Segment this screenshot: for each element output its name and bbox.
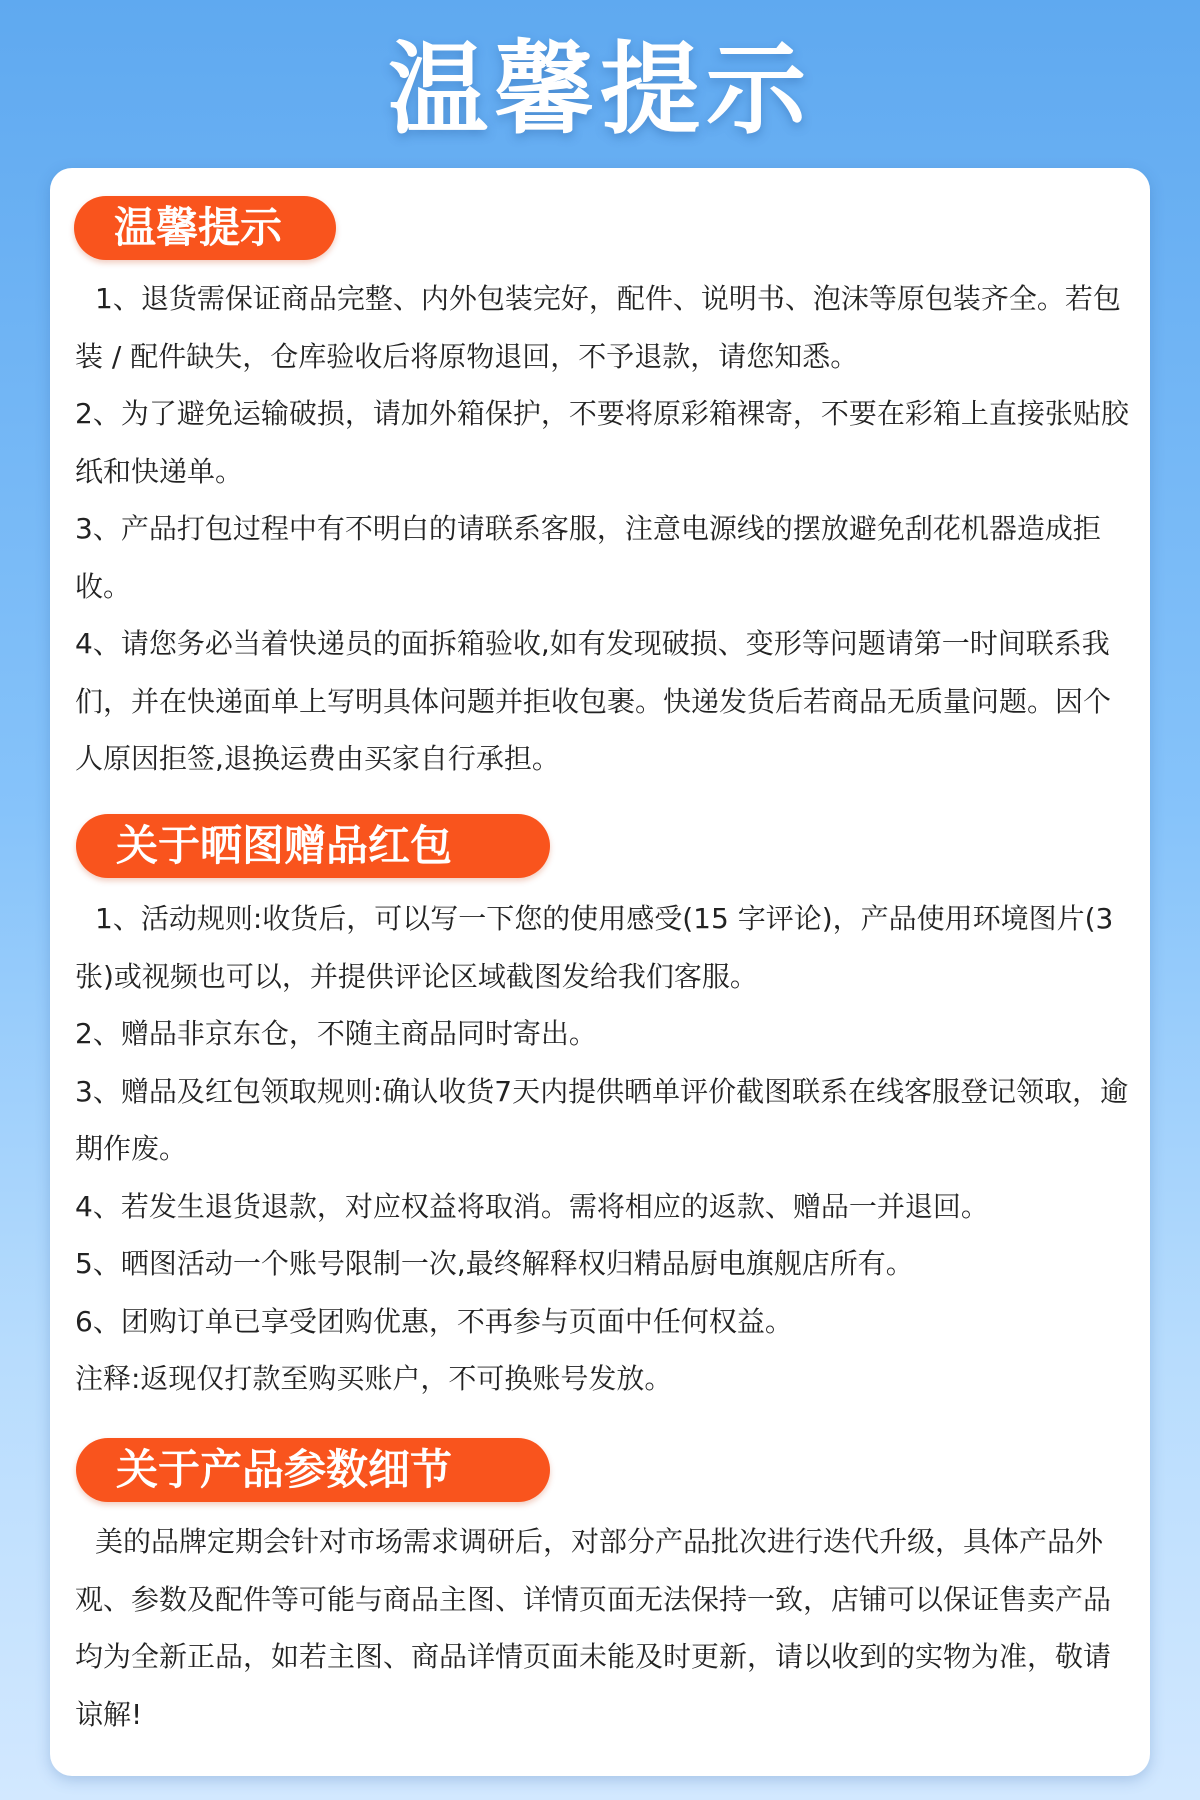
- section-body-gift: [75, 890, 1135, 1408]
- paragraph: 1、退货需保证商品完整、内外包装完好，配件、说明书、泡沫等原包装齐全。若包装 / 配件缺失，仓库验收后将原物退回，不予退款，请您知悉。: [75, 282, 1121, 373]
- paragraph: 4、若发生退货退款，对应权益将取消。需将相应的返款、赠品一并退回。: [75, 1189, 989, 1223]
- paragraph: 2、赠品非京东仓，不随主商品同时寄出。: [75, 1017, 597, 1050]
- section-body-params: [75, 1513, 1135, 1743]
- section-heading-label: 温馨提示: [114, 203, 283, 252]
- section-heading-params: [76, 1438, 550, 1502]
- section-heading-gift: [76, 814, 550, 878]
- paragraph: 6、团购订单已享受团购优惠，不再参与页面中任何权益。: [75, 1304, 793, 1338]
- paragraph: 美的品牌定期会针对市场需求调研后，对部分产品批次进行迭代升级，具体产品外观、参数及配件等可能与商品主图、详情页面无法保持一致，店铺可以保证售卖产品均为全新正品，如若主图、商品详情页面未能及时更新，请以收到的实物为准，敬请谅解!: [75, 1525, 1112, 1731]
- paragraph: 注释:返现仅打款至购买账户，不可换账号发放。: [75, 1362, 673, 1395]
- paragraph: 3、产品打包过程中有不明白的请联系客服，注意电源线的摆放避免刮花机器造成拒收。: [75, 512, 1101, 603]
- paragraph: 5、晒图活动一个账号限制一次,最终解释权归精品厨电旗舰店所有。: [75, 1247, 914, 1280]
- paragraph: 4、请您务必当着快递员的面拆箱验收,如有发现破损、变形等问题请第一时间联系我们，并在快递面单上写明具体问题并拒收包裹。快递发货后若商品无质量问题。因个人原因拒签,退换运费由买家自行承担。: [75, 627, 1112, 775]
- paragraph: 2、为了避免运输破损，请加外箱保护，不要将原彩箱裸寄，不要在彩箱上直接张贴胶纸和快递单。: [75, 397, 1129, 488]
- section-body-tips: [75, 270, 1135, 788]
- paragraph: 3、赠品及红包领取规则:确认收货7天内提供晒单评价截图联系在线客服登记领取，逾期作废。: [75, 1074, 1129, 1165]
- paragraph: 1、活动规则:收货后，可以写一下您的使用感受(15 字评论)，产品使用环境图片(3 张)或视频也可以，并提供评论区域截图发给我们客服。: [75, 902, 1114, 993]
- section-heading-tips: [74, 196, 336, 260]
- notice-card: [50, 168, 1150, 1776]
- page-title: 温馨提示: [388, 31, 812, 148]
- section-heading-label: 关于晒图赠品红包: [116, 821, 453, 870]
- section-heading-label: 关于产品参数细节: [116, 1445, 453, 1494]
